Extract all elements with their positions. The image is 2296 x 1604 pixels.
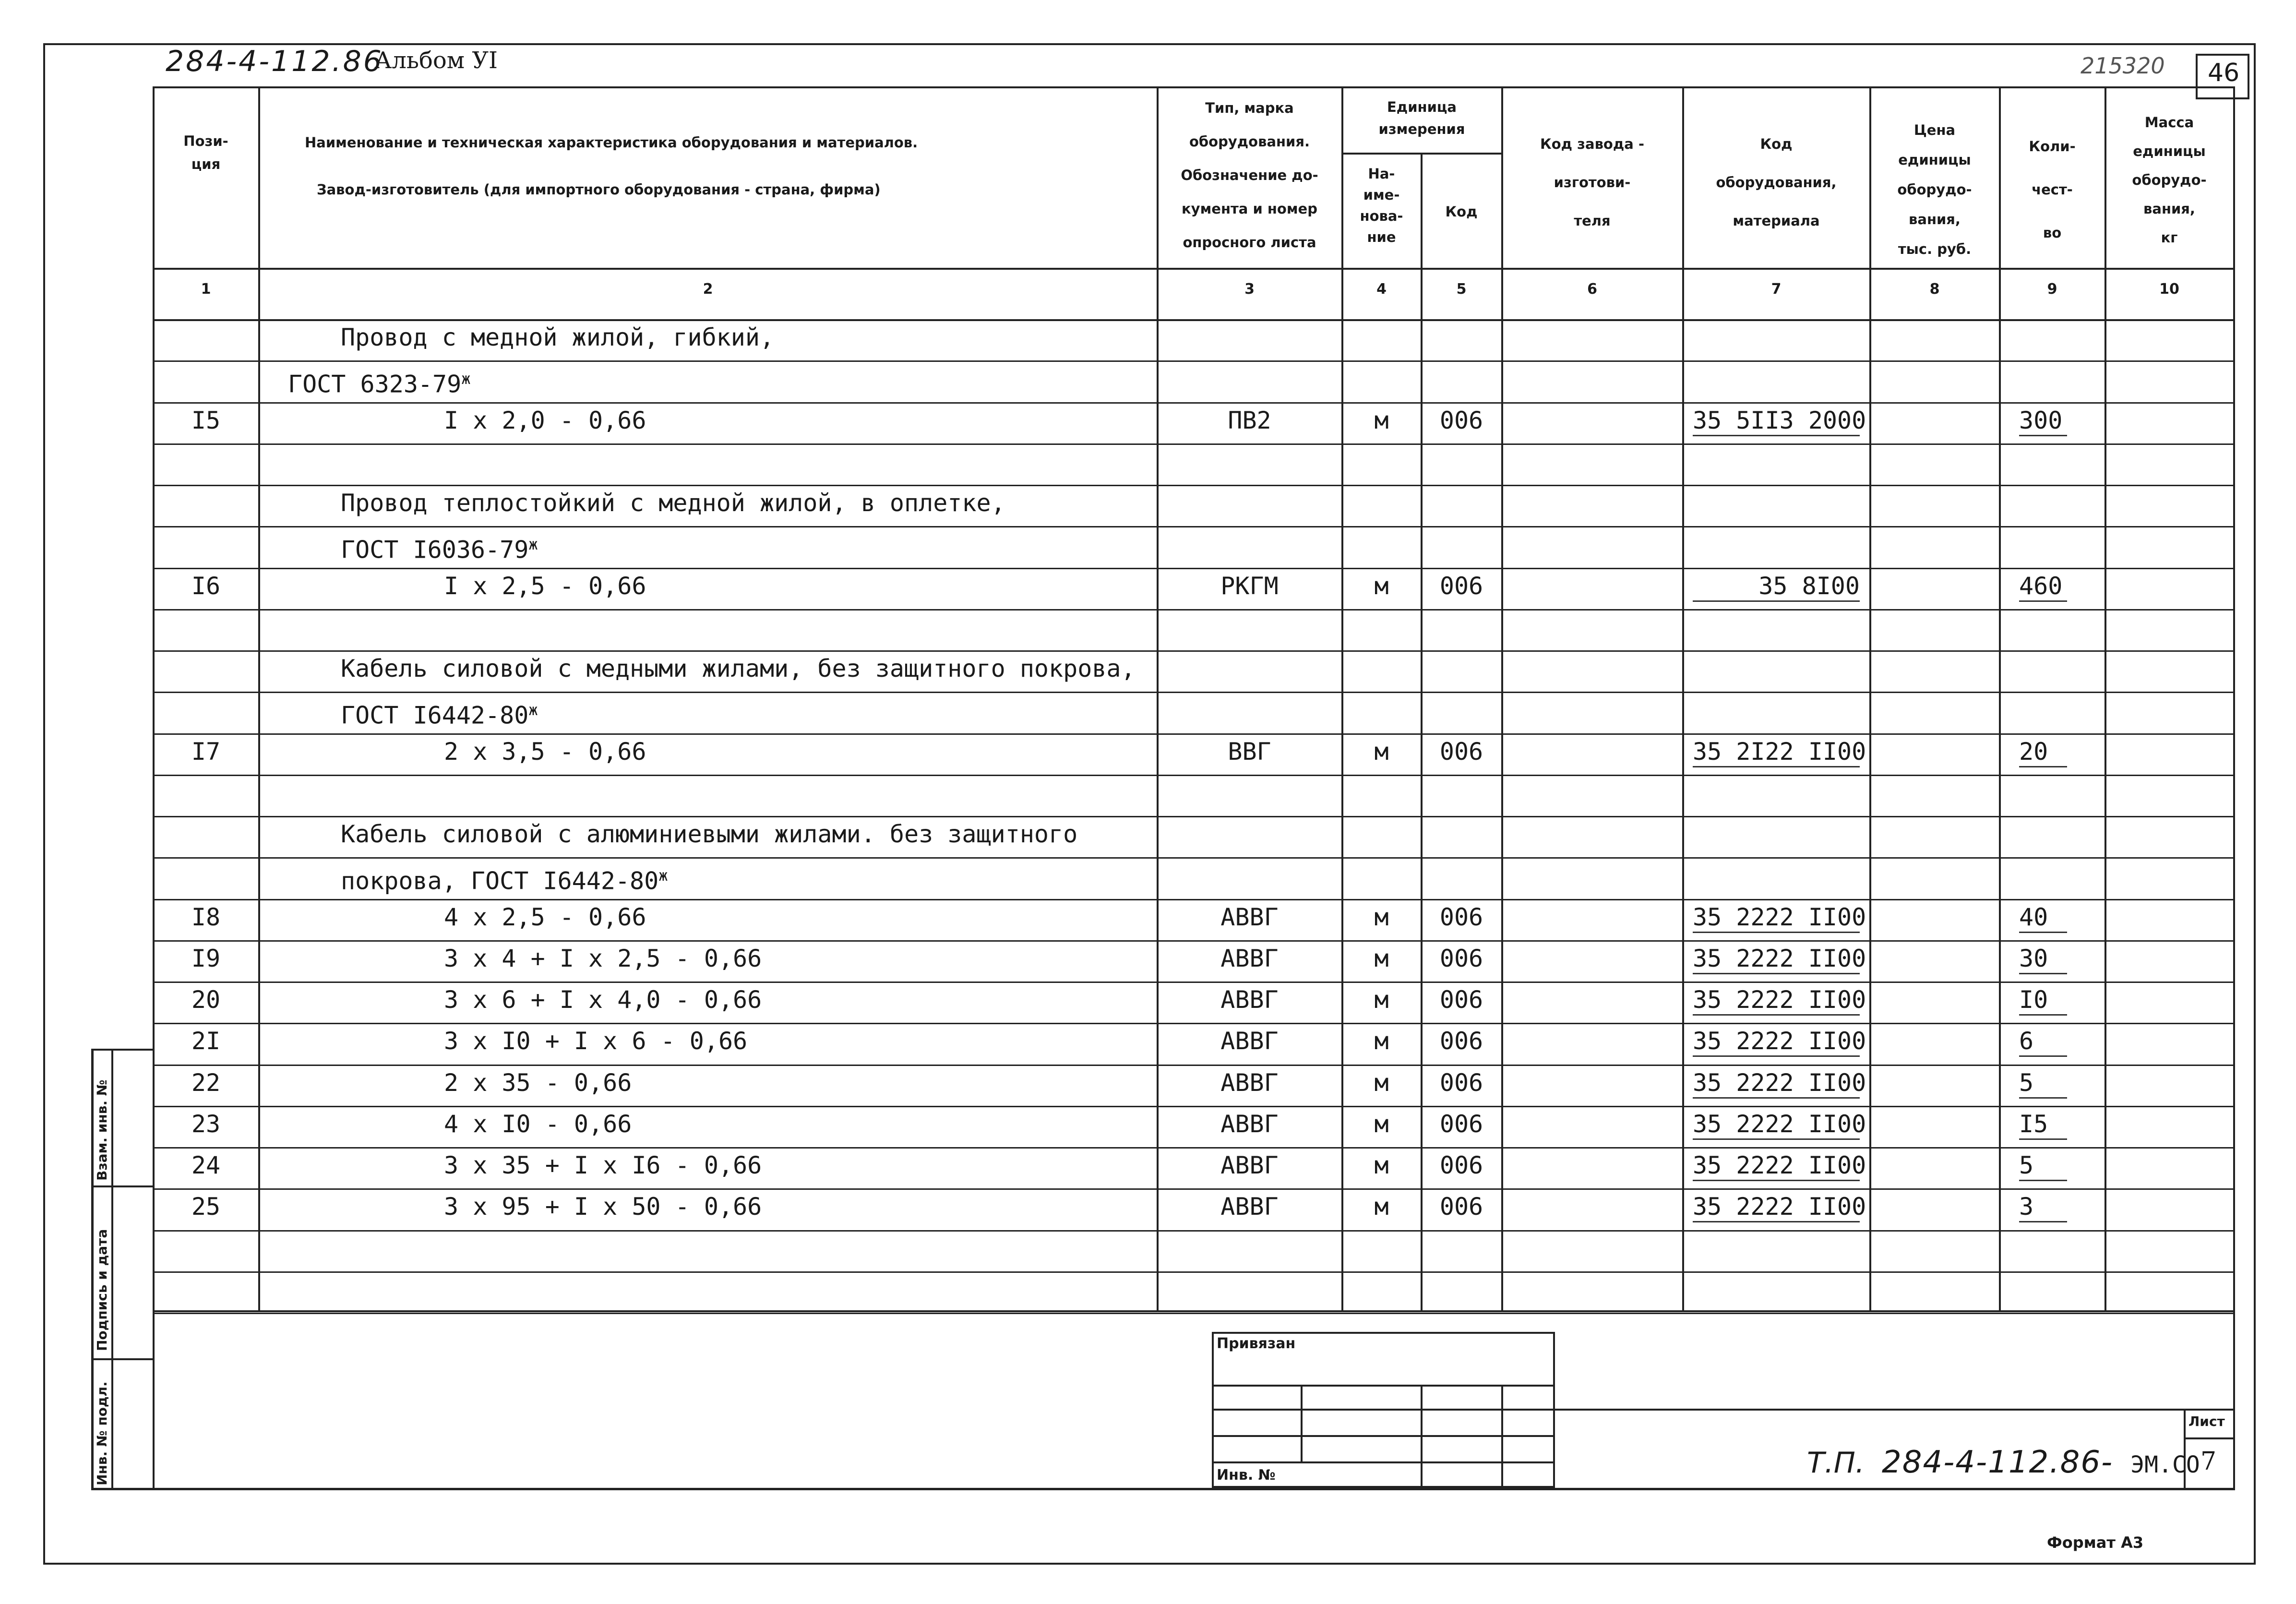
row-position: 20 xyxy=(191,986,221,1014)
format-label: Формат А3 xyxy=(2047,1533,2144,1552)
row-name-text: I x 2,5 - 0,66 xyxy=(444,572,646,600)
stamp-inv-label: Инв. № xyxy=(1217,1467,1276,1484)
row-name-superscript: ж xyxy=(658,866,668,885)
row-divider xyxy=(153,1106,2233,1107)
colnum-1: 1 xyxy=(201,281,211,298)
row-type: АВВГ xyxy=(1220,1193,1279,1221)
row-name xyxy=(341,323,774,352)
row-divider xyxy=(153,1147,2233,1149)
row-divider xyxy=(153,899,2233,900)
row-name-text: ГОСТ 6323-79 xyxy=(288,370,462,398)
row-quantity: 3 xyxy=(2019,1192,2067,1222)
row-material-code: 35 2222 II00 xyxy=(1693,1027,1860,1057)
row-material-code: 35 8I00 xyxy=(1693,572,1860,602)
row-type: АВВГ xyxy=(1220,1027,1279,1055)
row-divider xyxy=(153,692,2233,693)
row-material-code: 35 2222 II00 xyxy=(1693,985,1860,1016)
row-unit-code: 006 xyxy=(1439,986,1483,1014)
row-position: 25 xyxy=(191,1193,221,1221)
row-unit-code: 006 xyxy=(1439,407,1483,434)
row-divider xyxy=(153,1313,2233,1314)
row-material-code: 35 2I22 II00 xyxy=(1693,737,1860,767)
row-name-text: 3 x 95 + I x 50 - 0,66 xyxy=(444,1193,762,1221)
row-quantity: 5 xyxy=(2019,1068,2067,1099)
row-name xyxy=(444,1192,762,1221)
colnum-4: 4 xyxy=(1376,281,1387,298)
row-name-text: Кабель силовой с медными жилами, без защитного покрова, xyxy=(341,655,1136,682)
colnum-8: 8 xyxy=(1929,281,1940,298)
row-divider xyxy=(153,733,2233,735)
row-unit: м xyxy=(1374,407,1389,434)
row-name-text: 3 x 35 + I x I6 - 0,66 xyxy=(444,1151,762,1179)
row-type: АВВГ xyxy=(1220,1110,1279,1138)
row-divider xyxy=(153,1271,2233,1273)
row-quantity: 40 xyxy=(2019,903,2067,933)
row-type: ВВГ xyxy=(1228,738,1271,766)
row-quantity: I0 xyxy=(2019,985,2067,1016)
row-name xyxy=(444,985,762,1014)
row-divider xyxy=(153,775,2233,776)
colnum-2: 2 xyxy=(703,281,713,298)
row-divider xyxy=(153,857,2233,859)
row-unit: м xyxy=(1374,1151,1389,1179)
colnum-10: 10 xyxy=(2159,281,2179,298)
row-type: АВВГ xyxy=(1220,1151,1279,1179)
row-name xyxy=(341,861,668,896)
row-name-text: 3 x 4 + I x 2,5 - 0,66 xyxy=(444,945,762,972)
row-name-text: 3 x I0 + I x 6 - 0,66 xyxy=(444,1027,748,1055)
row-name xyxy=(444,1068,632,1097)
sheet-number: 7 xyxy=(2200,1447,2217,1476)
corner-number: 215320 xyxy=(2081,53,2165,79)
row-name xyxy=(444,572,646,600)
doc-prefix: Т.П. xyxy=(1807,1446,1865,1480)
row-name xyxy=(341,654,1136,683)
row-position: I5 xyxy=(191,407,221,434)
row-unit: м xyxy=(1374,1193,1389,1221)
row-unit: м xyxy=(1374,945,1389,972)
row-unit: м xyxy=(1374,986,1389,1014)
row-quantity: 300 xyxy=(2019,406,2067,436)
row-quantity: 30 xyxy=(2019,944,2067,974)
row-name xyxy=(444,1151,762,1180)
row-name xyxy=(341,820,1077,849)
row-divider xyxy=(153,1065,2233,1066)
side-label-inv-original: Инв. № подл. xyxy=(94,1381,110,1485)
row-divider xyxy=(153,982,2233,983)
row-unit: м xyxy=(1374,1069,1389,1097)
row-name xyxy=(341,695,538,730)
hdr-unit-name: На- име- нова- ние xyxy=(1360,166,1403,245)
row-type: АВВГ xyxy=(1220,945,1279,972)
hdr-unit-code: Код xyxy=(1445,203,1478,220)
hdr-quantity: Коли- чест- во xyxy=(2029,138,2076,241)
side-label-signature-date: Подпись и дата xyxy=(94,1229,110,1351)
row-type: АВВГ xyxy=(1220,903,1279,931)
row-position: I6 xyxy=(191,572,221,600)
row-type: ПВ2 xyxy=(1228,407,1271,434)
row-position: 23 xyxy=(191,1110,221,1138)
row-name-text: 2 x 3,5 - 0,66 xyxy=(444,738,646,766)
row-material-code: 35 2222 II00 xyxy=(1693,903,1860,933)
row-name-text: 4 x I0 - 0,66 xyxy=(444,1110,632,1138)
row-position: 22 xyxy=(191,1069,221,1097)
colnum-3: 3 xyxy=(1244,281,1255,298)
document-code xyxy=(1807,1445,2200,1480)
row-quantity: 5 xyxy=(2019,1151,2067,1181)
row-name xyxy=(444,406,646,435)
hdr-factory-code: Код завода - изготови- теля xyxy=(1540,136,1644,229)
row-name-superscript: ж xyxy=(528,701,538,719)
row-material-code: 35 2222 II00 xyxy=(1693,1068,1860,1099)
row-name xyxy=(288,364,471,399)
side-label-replacement-inv: Взам. инв. № xyxy=(94,1079,110,1181)
row-position: 2I xyxy=(191,1027,221,1055)
row-material-code: 35 2222 II00 xyxy=(1693,944,1860,974)
row-quantity: I5 xyxy=(2019,1110,2067,1140)
row-quantity: 460 xyxy=(2019,572,2067,602)
row-position: I9 xyxy=(191,945,221,972)
row-name-superscript: ж xyxy=(528,535,538,553)
row-unit: м xyxy=(1374,1110,1389,1138)
row-name-text: Провод с медной жилой, гибкий, xyxy=(341,323,775,351)
row-name-text: Провод теплостойкий с медной жилой, в оплетке, xyxy=(341,489,1005,517)
row-divider xyxy=(153,940,2233,942)
row-quantity: 20 xyxy=(2019,737,2067,767)
colnum-5: 5 xyxy=(1456,281,1467,298)
row-name-text: Кабель силовой с алюминиевыми жилами. без защитного xyxy=(341,820,1078,848)
hdr-unit-group: Единица измерения xyxy=(1378,99,1465,137)
row-name-text: 4 x 2,5 - 0,66 xyxy=(444,903,646,931)
stamp-bound-label: Привязан xyxy=(1217,1335,1296,1352)
row-unit-code: 006 xyxy=(1439,1069,1483,1097)
hdr-mass: Масса единицы оборудо- вания, кг xyxy=(2132,114,2207,246)
row-divider xyxy=(153,609,2233,610)
row-name-text: ГОСТ I6036-79 xyxy=(341,536,529,564)
handwritten-code: 284-4-112.86 xyxy=(166,45,383,78)
sheet-label: Лист xyxy=(2188,1413,2225,1429)
row-name xyxy=(341,530,538,564)
hdr-name-line1: Наименование и техническая характеристика оборудования и материалов. xyxy=(305,134,918,151)
row-unit-code: 006 xyxy=(1439,1193,1483,1221)
row-divider xyxy=(153,526,2233,527)
hdr-material-code: Код оборудования, материала xyxy=(1716,136,1837,229)
row-name xyxy=(341,489,1005,517)
colnum-9: 9 xyxy=(2047,281,2057,298)
row-name-superscript: ж xyxy=(461,370,471,388)
row-position: I7 xyxy=(191,738,221,766)
row-divider xyxy=(153,816,2233,817)
colnum-7: 7 xyxy=(1771,281,1782,298)
hdr-price: Цена единицы оборудо- вания, тыс. руб. xyxy=(1897,122,1972,257)
row-unit: м xyxy=(1374,572,1389,600)
row-name-text: 2 x 35 - 0,66 xyxy=(444,1069,632,1097)
row-position: I8 xyxy=(191,903,221,931)
page-mark: 46 xyxy=(2208,59,2240,87)
row-unit-code: 006 xyxy=(1439,1027,1483,1055)
colnum-6: 6 xyxy=(1587,281,1597,298)
row-type: АВВГ xyxy=(1220,1069,1279,1097)
row-unit-code: 006 xyxy=(1439,738,1483,766)
row-name xyxy=(444,1110,632,1138)
row-divider xyxy=(153,1188,2233,1190)
row-divider xyxy=(153,1023,2233,1024)
row-unit-code: 006 xyxy=(1439,1151,1483,1179)
doc-code: 284-4-112.86- xyxy=(1882,1445,2114,1480)
row-divider xyxy=(153,568,2233,569)
row-type: РКГМ xyxy=(1220,572,1279,600)
row-material-code: 35 2222 II00 xyxy=(1693,1151,1860,1181)
doc-suffix: ЭМ.СО xyxy=(2130,1451,2200,1478)
row-material-code: 35 5II3 2000 xyxy=(1693,406,1860,436)
row-unit-code: 006 xyxy=(1439,945,1483,972)
row-divider xyxy=(153,1230,2233,1232)
row-material-code: 35 2222 II00 xyxy=(1693,1110,1860,1140)
row-material-code: 35 2222 II00 xyxy=(1693,1192,1860,1222)
row-name xyxy=(444,903,646,932)
row-unit: м xyxy=(1374,1027,1389,1055)
row-divider xyxy=(153,485,2233,486)
row-type: АВВГ xyxy=(1220,986,1279,1014)
row-unit: м xyxy=(1374,903,1389,931)
row-name xyxy=(444,944,762,973)
row-position: 24 xyxy=(191,1151,221,1179)
row-divider xyxy=(153,443,2233,445)
row-divider xyxy=(153,650,2233,652)
row-name xyxy=(444,1027,747,1055)
row-name-text: покрова, ГОСТ I6442-80 xyxy=(341,867,659,895)
row-divider xyxy=(153,360,2233,362)
row-unit-code: 006 xyxy=(1439,572,1483,600)
row-unit-code: 006 xyxy=(1439,1110,1483,1138)
row-divider xyxy=(153,402,2233,404)
row-unit: м xyxy=(1374,738,1389,766)
row-name-text: 3 x 6 + I x 4,0 - 0,66 xyxy=(444,986,762,1014)
row-name-text: ГОСТ I6442-80 xyxy=(341,701,529,730)
hdr-position: Пози- ция xyxy=(183,133,228,172)
row-name-text: I x 2,0 - 0,66 xyxy=(444,407,646,434)
row-unit-code: 006 xyxy=(1439,903,1483,931)
hdr-name-line2: Завод-изготовитель (для импортного оборудования - страна, фирма) xyxy=(317,181,881,198)
row-name xyxy=(444,737,646,766)
row-quantity: 6 xyxy=(2019,1027,2067,1057)
hdr-type: Тип, марка оборудования. Обозначение до- кумента и номер опросного листа xyxy=(1181,100,1318,251)
album-label: Альбом УI xyxy=(374,47,498,74)
